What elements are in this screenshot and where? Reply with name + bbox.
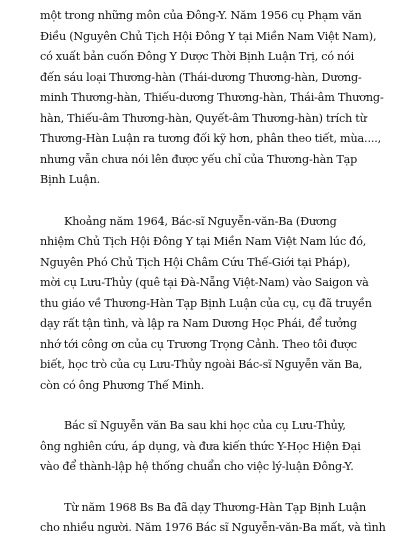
text-line: cho nhiều người. Năm 1976 Bác sĩ Nguyễn-văn-Ba mất, và tình (40, 521, 386, 534)
paragraph-3 (40, 416, 380, 478)
paragraph-1 (40, 6, 384, 191)
text-line: ông nghiên cứu, áp dụng, và đưa kiến thức Y-Học Hiện Đại (40, 439, 361, 453)
paragraph-2 (40, 212, 380, 397)
text-line: nhưng vẫn chưa nói lên được yếu chỉ của Thương-hàn Tạp (40, 152, 358, 166)
text-line: minh Thương-hàn, Thiếu-dương Thương-hàn, Thái-âm Thương- (40, 91, 384, 104)
text-line: vào để thành-lập hệ thống chuẩn cho việc lý-luận Đông-Y. (40, 460, 354, 473)
text-line: Khoảng năm 1964, Bác-sĩ Nguyễn-văn-Ba (Đương (64, 214, 337, 228)
text-line: thu giáo về Thương-Hàn Tạp Bịnh Luận của cụ, cụ đã truyền (40, 296, 372, 310)
text-line: hàn, Thiếu-âm Thương-hàn, Quyết-âm Thương-hàn) trích từ (40, 111, 367, 125)
text-line: Điều (Nguyên Chủ Tịch Hội Đông Y tại Miền Nam Việt Nam), (40, 29, 377, 43)
text-line: mời cụ Lưu-Thủy (quê tại Đà-Nẵng Việt-Nam) vào Saigon và (40, 276, 369, 289)
text-line: Bác sĩ Nguyễn văn Ba sau khi học của cụ Lưu-Thủy, (64, 419, 346, 432)
body-text (40, 6, 386, 539)
text-line: Bịnh Luận. (40, 173, 101, 186)
text-line: nhiệm Chủ Tịch Hội Đông Y tại Miền Nam Việt Nam lúc đó, (40, 235, 367, 248)
text-line: Nguyên Phó Chủ Tịch Hội Châm Cứu Thế-Giới tại Pháp), (40, 255, 351, 269)
text-line: còn có ông Phương Thế Minh. (40, 378, 205, 392)
paragraph-4 (40, 498, 386, 539)
text-line: Từ năm 1968 Bs Ba đã dạy Thương-Hàn Tạp Bịnh Luận (64, 500, 367, 514)
text-line: biết, học trò của cụ Lưu-Thủy ngoài Bác-sĩ Nguyễn văn Ba, (40, 358, 363, 371)
text-line: nhớ tới công ơn của cụ Trương Trọng Cảnh. Theo tôi được (40, 337, 357, 351)
text-line: có xuất bản cuốn Đông Y Dược Thời Bịnh Luận Trị, có nói (40, 50, 355, 63)
text-line: dạy rất tận tình, và lập ra Nam Dương Học Phái, để tưởng (40, 317, 357, 330)
text-line: Thương-Hàn Luận ra tương đối kỹ hơn, phân theo tiết, mùa...., (40, 132, 382, 145)
text-line: đến sáu loại Thương-hàn (Thái-dương Thương-hàn, Dương- (40, 70, 362, 84)
text-line: một trong những môn của Đông-Y. Năm 1956 cụ Phạm văn (40, 9, 362, 22)
